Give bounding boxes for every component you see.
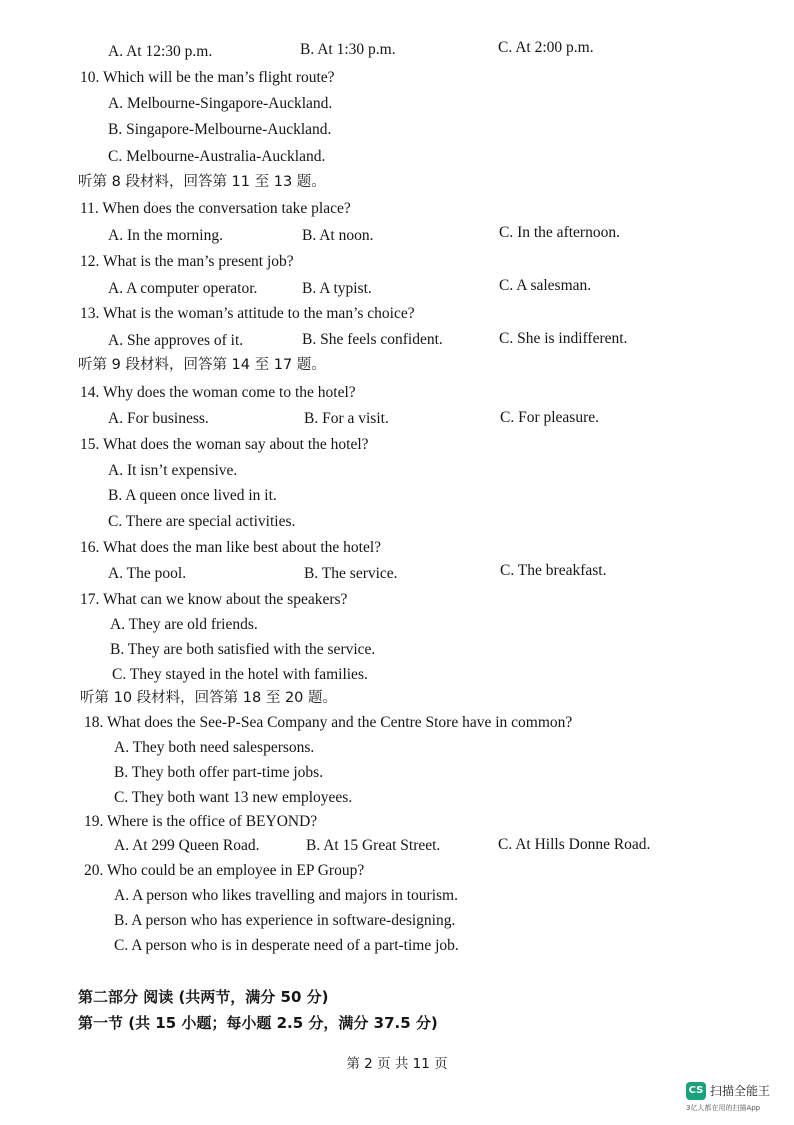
q11-option-a: A. In the morning. <box>108 227 223 244</box>
q12-option-b: B. A typist. <box>302 280 372 297</box>
q10-option-a: A. Melbourne-Singapore-Auckland. <box>108 95 333 112</box>
q9-option-a: A. At 12:30 p.m. <box>108 43 213 60</box>
q17-option-c: C. They stayed in the hotel with families. <box>112 666 368 683</box>
part-2-title: 第二部分 阅读 (共两节，满分 50 分) <box>78 988 329 1006</box>
page-number: 第 2 页 共 11 页 <box>346 1056 448 1072</box>
q16-stem: 16. What does the man like best about the hotel? <box>80 539 382 556</box>
q13-option-a: A. She approves of it. <box>108 332 244 349</box>
q14-option-a: A. For business. <box>108 410 209 427</box>
q17-option-b: B. They are both satisfied with the service. <box>110 641 376 658</box>
q18-option-a: A. They both need salespersons. <box>114 739 315 756</box>
q18-stem: 18. What does the See-P-Sea Company and the Centre Store have in common? <box>84 714 573 731</box>
q11-option-c: C. In the afternoon. <box>499 224 620 241</box>
q13-stem: 13. What is the woman’s attitude to the man’s choice? <box>80 305 415 322</box>
q9-option-b: B. At 1:30 p.m. <box>300 41 396 58</box>
q13-option-c: C. She is indifferent. <box>499 330 628 347</box>
scanner-watermark <box>686 1080 790 1116</box>
q18-option-c: C. They both want 13 new employees. <box>114 789 353 806</box>
scanner-tagline: 3亿人都在用的扫描App <box>686 1104 761 1112</box>
q11-option-b: B. At noon. <box>302 227 374 244</box>
q20-option-c: C. A person who is in desperate need of a part-time job. <box>114 937 459 954</box>
section-10-instruction: 听第 10 段材料，回答第 18 至 20 题。 <box>80 690 338 706</box>
q14-option-b: B. For a visit. <box>304 410 389 427</box>
q17-stem: 17. What can we know about the speakers? <box>80 591 348 608</box>
q15-option-c: C. There are special activities. <box>108 513 296 530</box>
q14-option-c: C. For pleasure. <box>500 409 600 426</box>
section-8-instruction: 听第 8 段材料，回答第 11 至 13 题。 <box>78 174 326 190</box>
q12-option-a: A. A computer operator. <box>108 280 258 297</box>
q10-option-b: B. Singapore-Melbourne-Auckland. <box>108 121 332 138</box>
q11-stem: 11. When does the conversation take place? <box>80 200 351 217</box>
q10-option-c: C. Melbourne-Australia-Auckland. <box>108 148 326 165</box>
q16-option-a: A. The pool. <box>108 565 187 582</box>
q10-stem: 10. Which will be the man’s flight route? <box>80 69 335 86</box>
q15-option-b: B. A queen once lived in it. <box>108 487 277 504</box>
q16-option-c: C. The breakfast. <box>500 562 607 579</box>
q9-option-c: C. At 2:00 p.m. <box>498 39 594 56</box>
q19-option-a: A. At 299 Queen Road. <box>114 837 260 854</box>
q12-stem: 12. What is the man’s present job? <box>80 253 294 270</box>
q14-stem: 14. Why does the woman come to the hotel? <box>80 384 356 401</box>
q15-option-a: A. It isn’t expensive. <box>108 462 238 479</box>
q13-option-b: B. She feels confident. <box>302 331 443 348</box>
q20-stem: 20. Who could be an employee in EP Group? <box>84 862 365 879</box>
section-9-instruction: 听第 9 段材料，回答第 14 至 17 题。 <box>78 357 326 373</box>
q19-stem: 19. Where is the office of BEYOND? <box>84 813 318 830</box>
q18-option-b: B. They both offer part-time jobs. <box>114 764 324 781</box>
q19-option-c: C. At Hills Donne Road. <box>498 836 651 853</box>
q19-option-b: B. At 15 Great Street. <box>306 837 441 854</box>
q16-option-b: B. The service. <box>304 565 398 582</box>
q12-option-c: C. A salesman. <box>499 277 592 294</box>
q20-option-b: B. A person who has experience in software-designing. <box>114 912 456 929</box>
q15-stem: 15. What does the woman say about the hotel? <box>80 436 369 453</box>
section-1-title: 第一节 (共 15 小题；每小题 2.5 分，满分 37.5 分) <box>78 1014 438 1032</box>
q17-option-a: A. They are old friends. <box>110 616 258 633</box>
scanner-app-name: 扫描全能王 <box>710 1084 771 1098</box>
camscanner-logo-icon: CS <box>686 1082 706 1100</box>
q20-option-a: A. A person who likes travelling and majors in tourism. <box>114 887 458 904</box>
